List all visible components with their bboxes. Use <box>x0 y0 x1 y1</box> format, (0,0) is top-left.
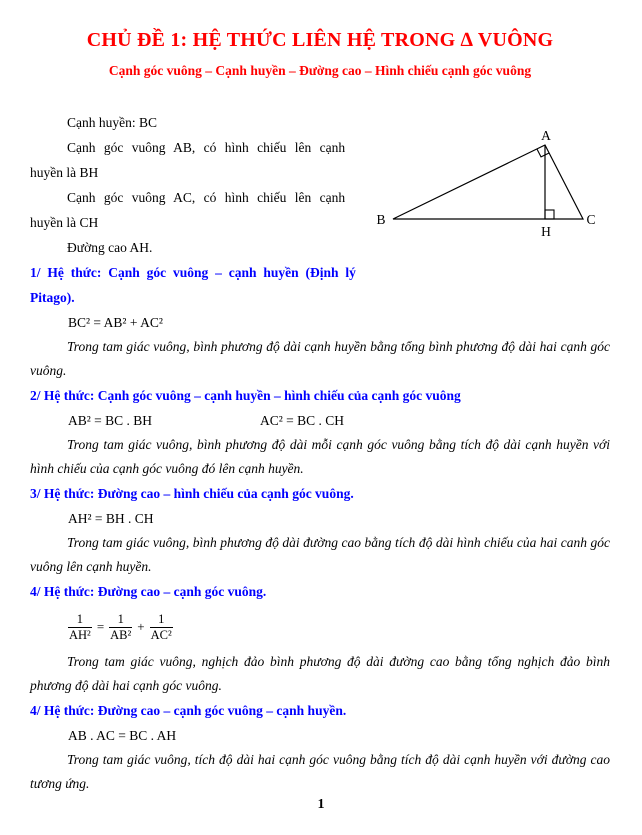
section-1 <box>30 260 610 383</box>
explanation-paragraph: Trong tam giác vuông, bình phương độ dài đường cao bằng tích độ dài hình chiếu của hai canh góc vuông lên cạnh huyền. <box>30 535 610 574</box>
right-triangle-figure <box>368 116 610 244</box>
vertex-label-c: C <box>586 212 596 227</box>
denominator: AB² <box>110 627 132 642</box>
section-5 <box>30 698 610 796</box>
triangle-diagram <box>368 116 610 244</box>
formula-pair <box>30 408 610 433</box>
section-heading-continued: Pitago). <box>30 290 75 305</box>
section-heading: 3/ Hệ thức: Đường cao – hình chiếu của cạnh góc vuông. <box>30 486 354 501</box>
intro-line: Đường cao AH. <box>67 240 153 255</box>
denominator: AH² <box>69 627 91 642</box>
vertex-label-a: A <box>541 128 551 143</box>
formula: AH² = BH . CH <box>68 511 154 526</box>
vertex-label-b: B <box>376 212 386 227</box>
formula: AC² = BC . CH <box>260 413 345 428</box>
numerator: 1 <box>109 612 132 628</box>
page-number: 1 <box>317 797 325 812</box>
formula: AB² = BC . BH <box>68 413 153 428</box>
triangle-outline <box>393 145 583 219</box>
fraction-term <box>150 612 173 643</box>
numerator: 1 <box>68 612 92 628</box>
vertex-label-h: H <box>541 224 551 239</box>
section-heading: 4/ Hệ thức: Đường cao – cạnh góc vuông – cạnh huyền. <box>30 703 347 718</box>
page-title: CHỦ ĐỀ 1: HỆ THỨC LIÊN HỆ TRONG ∆ VUÔNG <box>86 29 554 51</box>
explanation-paragraph: Trong tam giác vuông, tích độ dài hai cạnh góc vuông bằng tích độ dài cạnh huyền với đường cao tương ứng. <box>30 752 610 791</box>
intro-line: Cạnh góc vuông AB, có hình chiếu lên cạnh <box>67 140 346 155</box>
section-4 <box>30 579 610 698</box>
section-3 <box>30 481 610 579</box>
right-angle-mark-h <box>545 210 554 219</box>
formula: BC² = AB² + AC² <box>68 315 163 330</box>
page-subtitle: Cạnh góc vuông – Cạnh huyền – Đường cao – Hình chiếu cạnh góc vuông <box>108 63 532 78</box>
numerator: 1 <box>150 612 173 628</box>
fraction-term <box>109 612 132 643</box>
section-2 <box>30 383 610 481</box>
explanation-paragraph: Trong tam giác vuông, bình phương độ dài mỗi cạnh góc vuông bằng tích độ dài cạnh huyền với hình chiếu của cạnh góc vuông đó lên cạnh huyền. <box>30 437 610 476</box>
section-heading: 2/ Hệ thức: Cạnh góc vuông – cạnh huyền – hình chiếu của cạnh góc vuông <box>30 388 461 403</box>
formula: AB . AC = BC . AH <box>68 728 177 743</box>
section-heading: 4/ Hệ thức: Đường cao – cạnh góc vuông. <box>30 584 267 599</box>
equals-sign: = <box>96 619 105 634</box>
fraction-term <box>68 612 92 643</box>
intro-line: Cạnh huyền: BC <box>67 115 157 130</box>
intro-line: huyền là BH <box>30 165 99 180</box>
explanation-paragraph: Trong tam giác vuông, bình phương độ dài cạnh huyền bằng tổng bình phương độ dài hai cạnh góc vuông. <box>30 339 610 378</box>
intro-line: huyền là CH <box>30 215 99 230</box>
section-heading: 1/ Hệ thức: Cạnh góc vuông – cạnh huyền (Định lý <box>30 265 356 280</box>
intro-line: Cạnh góc vuông AC, có hình chiếu lên cạnh <box>67 190 346 205</box>
explanation-paragraph: Trong tam giác vuông, nghịch đảo bình phương độ dài đường cao bằng tổng nghịch đảo bình phương độ dài hai cạnh góc vuông. <box>30 654 610 693</box>
fraction-formula <box>30 604 610 650</box>
plus-sign: + <box>137 619 145 634</box>
intro-block <box>30 110 375 260</box>
denominator: AC² <box>150 627 172 642</box>
